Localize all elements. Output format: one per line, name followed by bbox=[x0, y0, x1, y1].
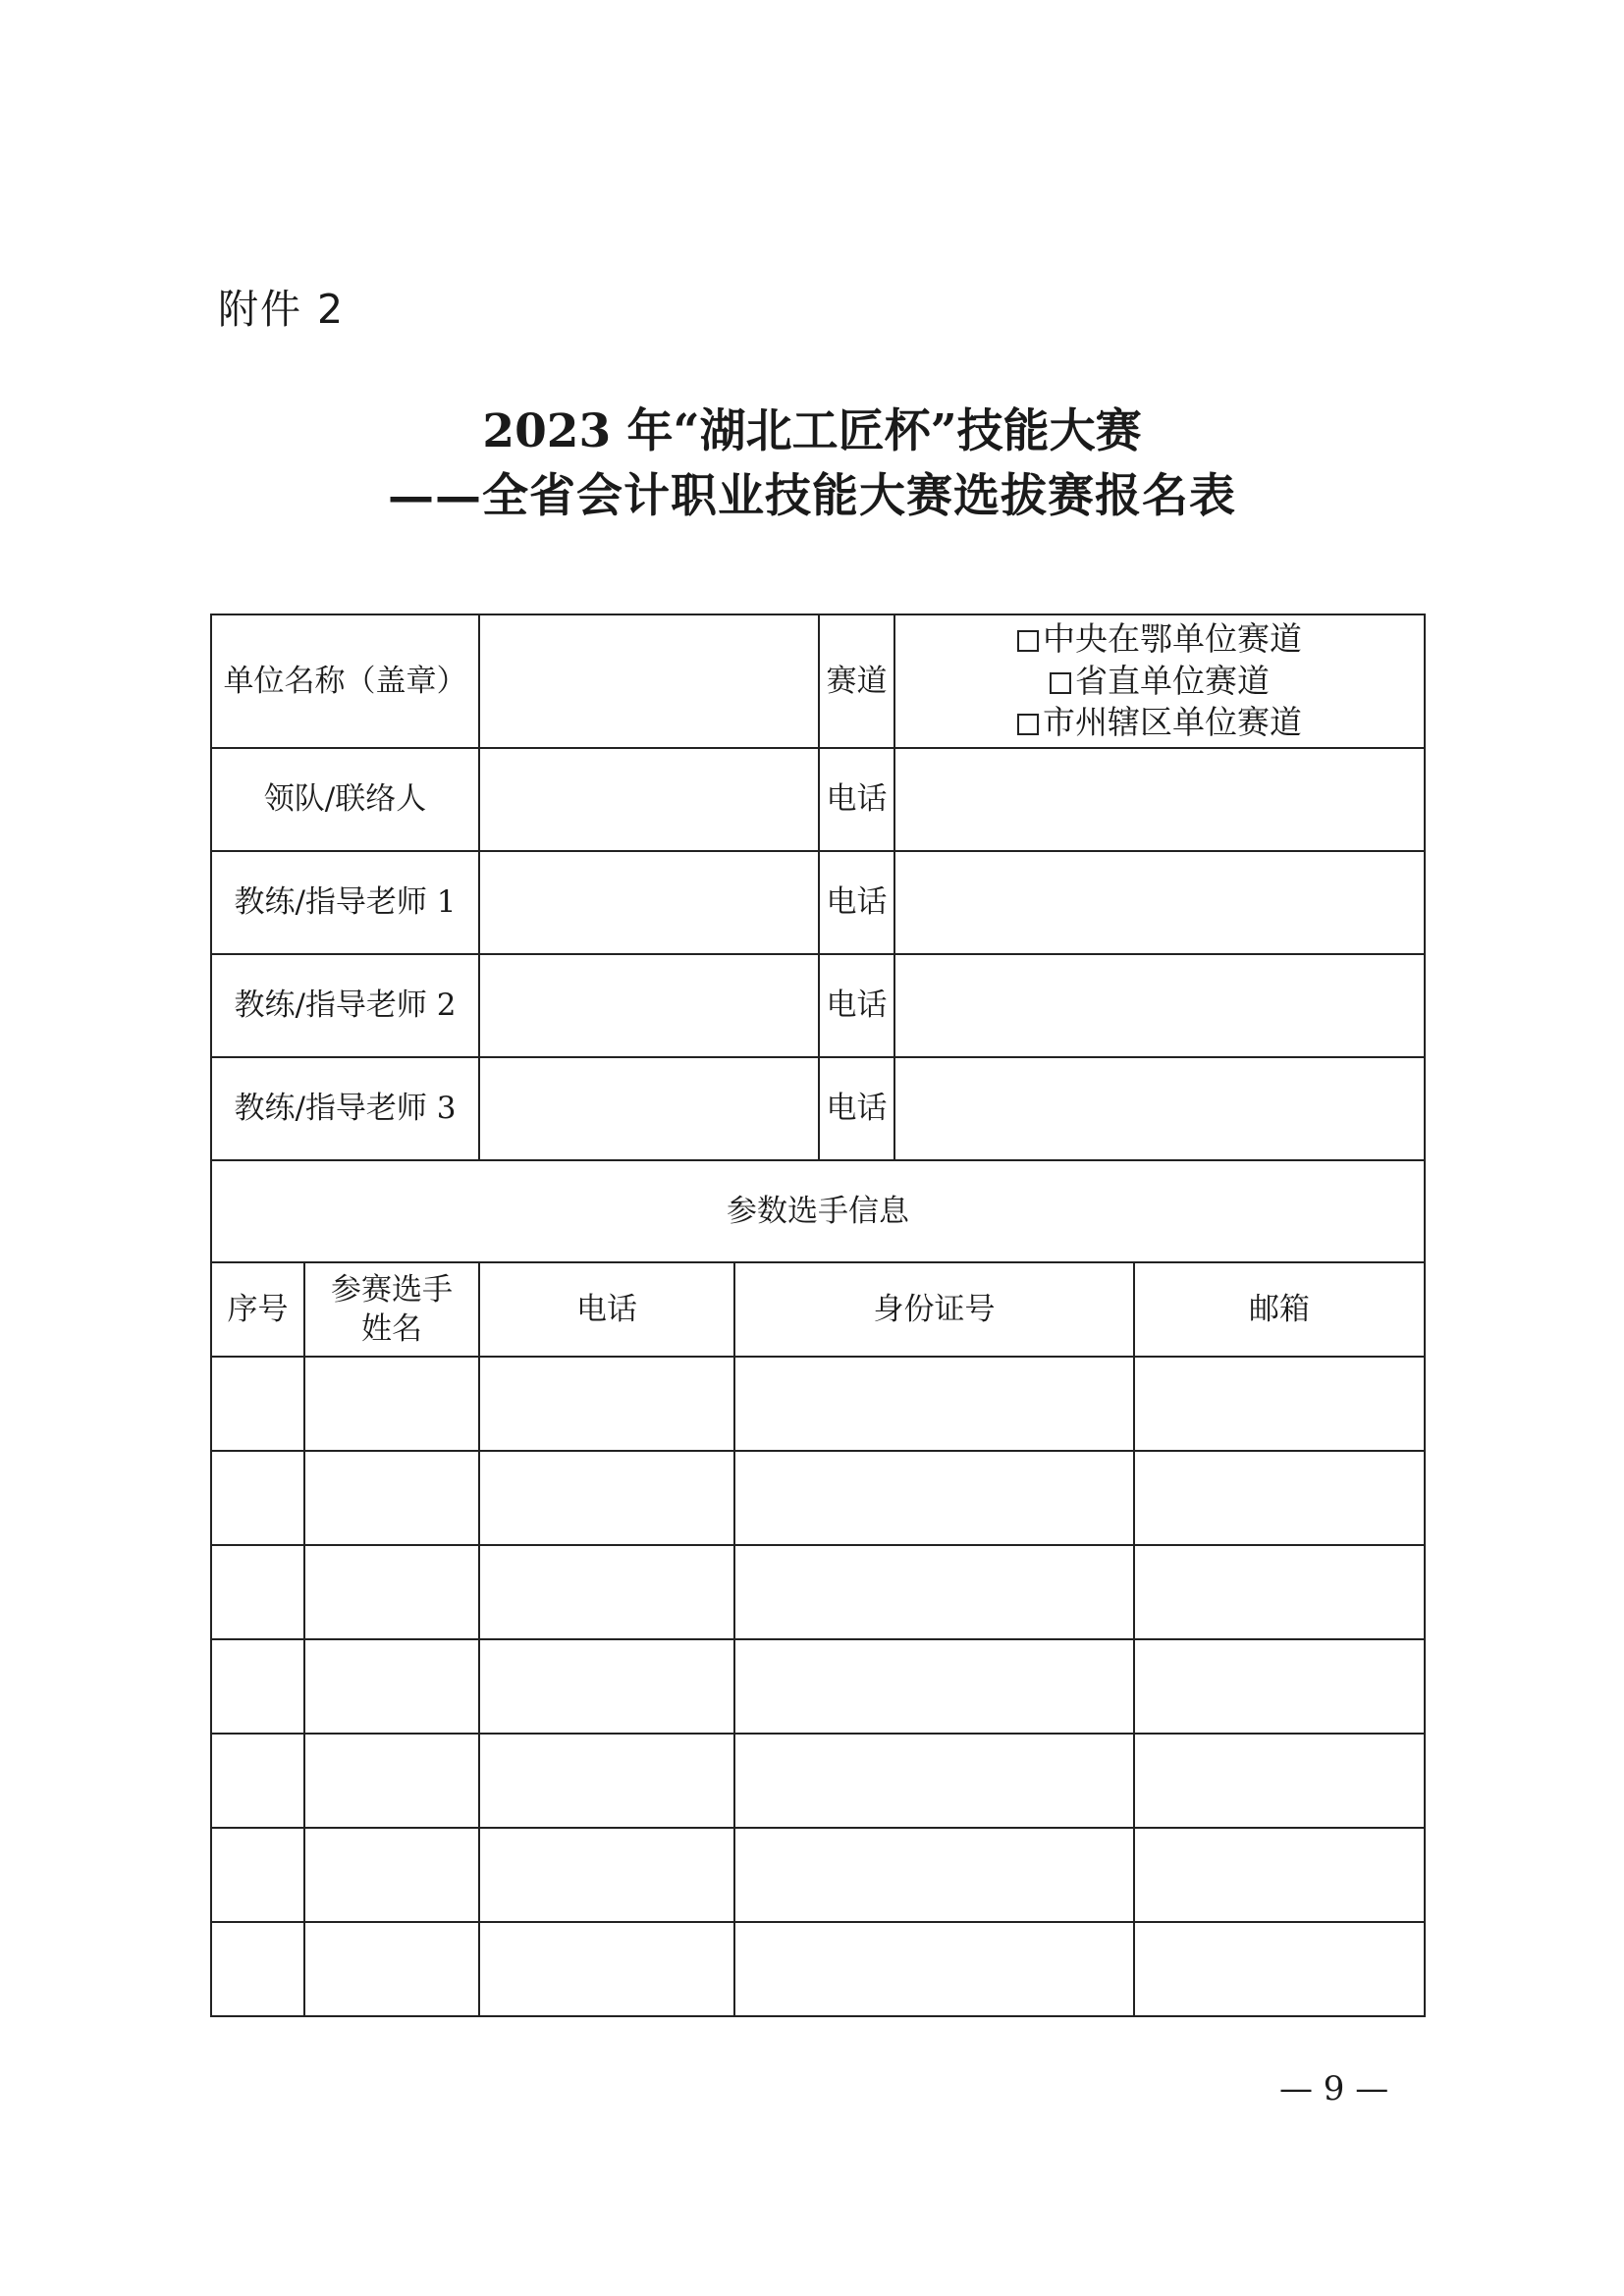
phone-field[interactable] bbox=[894, 954, 1425, 1057]
id-cell[interactable] bbox=[734, 1357, 1134, 1451]
seq-cell[interactable] bbox=[211, 1639, 304, 1734]
contact-label: 教练/指导老师 1 bbox=[211, 851, 479, 954]
unit-name-field[interactable] bbox=[479, 614, 819, 748]
participants-header-row bbox=[211, 1262, 1425, 1357]
unit-name-label: 单位名称（盖章） bbox=[211, 614, 479, 748]
participant-row bbox=[211, 1922, 1425, 2016]
phone-field[interactable] bbox=[894, 1057, 1425, 1160]
seq-cell[interactable] bbox=[211, 1734, 304, 1828]
participant-row bbox=[211, 1545, 1425, 1639]
phone-label: 电话 bbox=[819, 748, 894, 851]
id-cell[interactable] bbox=[734, 1734, 1134, 1828]
contact-label: 教练/指导老师 3 bbox=[211, 1057, 479, 1160]
unit-row bbox=[211, 614, 1425, 748]
email-cell[interactable] bbox=[1134, 1639, 1425, 1734]
header-name-line-1: 参赛选手 bbox=[331, 1271, 453, 1308]
seq-cell[interactable] bbox=[211, 1357, 304, 1451]
contact-row bbox=[211, 1057, 1425, 1160]
phone-label: 电话 bbox=[819, 851, 894, 954]
participant-rows bbox=[211, 1357, 1425, 2016]
contact-name-field[interactable] bbox=[479, 748, 819, 851]
header-phone: 电话 bbox=[479, 1262, 734, 1357]
seq-cell[interactable] bbox=[211, 1545, 304, 1639]
email-cell[interactable] bbox=[1134, 1357, 1425, 1451]
participants-section-row bbox=[211, 1160, 1425, 1262]
phone-cell[interactable] bbox=[479, 1922, 734, 2016]
contact-label: 教练/指导老师 2 bbox=[211, 954, 479, 1057]
phone-cell[interactable] bbox=[479, 1357, 734, 1451]
seq-cell[interactable] bbox=[211, 1451, 304, 1545]
header-email: 邮箱 bbox=[1134, 1262, 1425, 1357]
name-cell[interactable] bbox=[304, 1828, 479, 1922]
header-seq: 序号 bbox=[211, 1262, 304, 1357]
contact-name-field[interactable] bbox=[479, 851, 819, 954]
participant-row bbox=[211, 1734, 1425, 1828]
checkbox-icon[interactable] bbox=[1017, 630, 1039, 652]
contact-label: 领队/联络人 bbox=[211, 748, 479, 851]
name-cell[interactable] bbox=[304, 1545, 479, 1639]
email-cell[interactable] bbox=[1134, 1451, 1425, 1545]
participant-row bbox=[211, 1828, 1425, 1922]
id-cell[interactable] bbox=[734, 1828, 1134, 1922]
phone-cell[interactable] bbox=[479, 1828, 734, 1922]
contact-name-field[interactable] bbox=[479, 954, 819, 1057]
seq-cell[interactable] bbox=[211, 1922, 304, 2016]
id-cell[interactable] bbox=[734, 1922, 1134, 2016]
header-name-line-2: 姓名 bbox=[361, 1311, 422, 1347]
email-cell[interactable] bbox=[1134, 1828, 1425, 1922]
phone-cell[interactable] bbox=[479, 1639, 734, 1734]
name-cell[interactable] bbox=[304, 1734, 479, 1828]
id-cell[interactable] bbox=[734, 1545, 1134, 1639]
track-label: 赛道 bbox=[819, 614, 894, 748]
page-number: — 9 — bbox=[1279, 2069, 1389, 2109]
participant-row bbox=[211, 1357, 1425, 1451]
contact-row bbox=[211, 851, 1425, 954]
contact-name-field[interactable] bbox=[479, 1057, 819, 1160]
phone-cell[interactable] bbox=[479, 1451, 734, 1545]
name-cell[interactable] bbox=[304, 1357, 479, 1451]
id-cell[interactable] bbox=[734, 1451, 1134, 1545]
header-id: 身份证号 bbox=[734, 1262, 1134, 1357]
checkbox-icon[interactable] bbox=[1050, 672, 1071, 694]
phone-cell[interactable] bbox=[479, 1734, 734, 1828]
name-cell[interactable] bbox=[304, 1639, 479, 1734]
email-cell[interactable] bbox=[1134, 1545, 1425, 1639]
attachment-label: 附件 2 bbox=[218, 286, 346, 333]
checkbox-icon[interactable] bbox=[1017, 714, 1039, 735]
phone-cell[interactable] bbox=[479, 1545, 734, 1639]
participant-row bbox=[211, 1451, 1425, 1545]
title-line-1: 2023 年“湖北工匠杯”技能大赛 bbox=[482, 404, 1142, 458]
id-cell[interactable] bbox=[734, 1639, 1134, 1734]
phone-label: 电话 bbox=[819, 954, 894, 1057]
email-cell[interactable] bbox=[1134, 1734, 1425, 1828]
track-option[interactable]: 市州辖区单位赛道 bbox=[895, 702, 1424, 744]
seq-cell[interactable] bbox=[211, 1828, 304, 1922]
phone-label: 电话 bbox=[819, 1057, 894, 1160]
contact-row bbox=[211, 748, 1425, 851]
participants-section-title: 参数选手信息 bbox=[211, 1160, 1425, 1262]
track-options bbox=[894, 614, 1425, 748]
participant-row bbox=[211, 1639, 1425, 1734]
title-line-2: ——全省会计职业技能大赛选拔赛报名表 bbox=[388, 469, 1236, 523]
registration-form-table bbox=[210, 614, 1426, 2017]
header-name bbox=[304, 1262, 479, 1357]
name-cell[interactable] bbox=[304, 1451, 479, 1545]
phone-field[interactable] bbox=[894, 748, 1425, 851]
track-option[interactable]: 中央在鄂单位赛道 bbox=[895, 618, 1424, 661]
track-option[interactable]: 省直单位赛道 bbox=[895, 661, 1424, 703]
phone-field[interactable] bbox=[894, 851, 1425, 954]
name-cell[interactable] bbox=[304, 1922, 479, 2016]
contact-row bbox=[211, 954, 1425, 1057]
email-cell[interactable] bbox=[1134, 1922, 1425, 2016]
